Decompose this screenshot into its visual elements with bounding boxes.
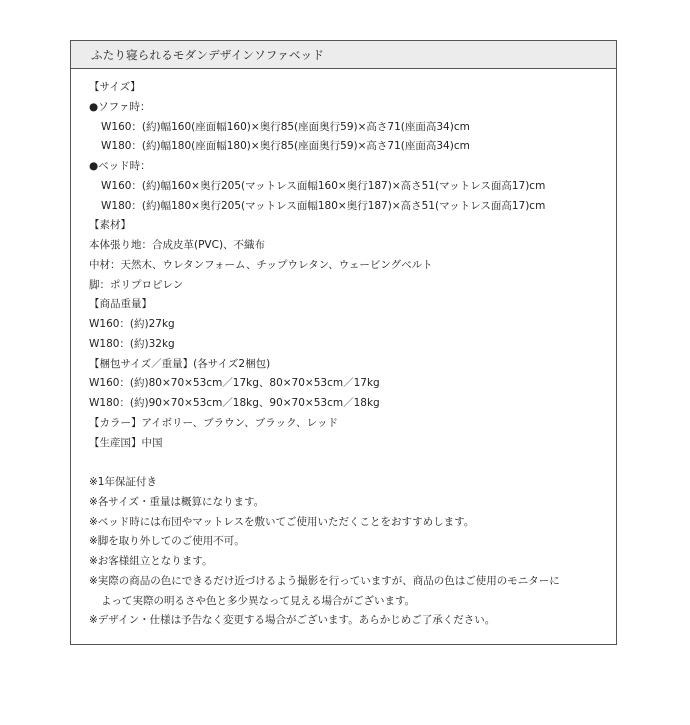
spec-line: ※各サイズ・重量は概算になります。 xyxy=(89,495,265,508)
spec-line: ※実際の商品の色にできるだけ近づけるよう撮影を行っていますが、商品の色はご使用のモニターに xyxy=(89,574,560,587)
spec-line: W160：(約)80×70×53cm／17kg、80×70×53cm／17kg xyxy=(89,377,380,390)
spec-line: W180：(約)90×70×53cm／18kg、90×70×53cm／18kg xyxy=(89,397,380,409)
spec-line: W160：(約)幅160(座面幅160)×奥行85(座面奥行59)×高さ71(座面高34)cm xyxy=(101,120,470,133)
spec-line: 【素材】 xyxy=(89,219,131,232)
spec-line: 本体張り地：合成皮革(PVC)、不織布 xyxy=(89,239,266,251)
spec-line: ※ベッド時には布団やマットレスを敷いてご使用いただくことをおすすめします。 xyxy=(89,515,475,528)
spec-line: W160：(約)27kg xyxy=(89,318,175,330)
spec-line: 中材：天然木、ウレタンフォーム、チップウレタン、ウェービングベルト xyxy=(89,258,433,271)
spec-line: 【商品重量】 xyxy=(89,298,152,311)
spec-line: 脚：ポリプロピレン xyxy=(89,278,184,291)
spec-line: よって実際の明るさや色と多少異なって見える場合がございます。 xyxy=(101,594,416,607)
spec-line: ※デザイン・仕様は予告なく変更する場合がございます。あらかじめご了承ください。 xyxy=(89,614,496,627)
spec-line: ※お客様組立となります。 xyxy=(89,555,213,567)
spec-line: 【生産国】中国 xyxy=(89,436,163,449)
spec-title: ふたり寝られるモダンデザインソファベッド xyxy=(71,41,616,69)
spec-line: W180：(約)幅180×奥行205(マットレス面幅180×奥行187)×高さ51(マットレス面高17)cm xyxy=(101,199,546,212)
spec-line: 【サイズ】 xyxy=(89,81,141,93)
spec-line: W180：(約)32kg xyxy=(89,337,175,350)
spec-line: W180：(約)幅180(座面幅180)×奥行85(座面奥行59)×高さ71(座面高34)cm xyxy=(101,140,470,153)
spec-line: ※1年保証付き xyxy=(89,476,157,488)
spec-line: ※脚を取り外してのご使用不可。 xyxy=(89,535,245,548)
spec-table xyxy=(70,40,617,645)
spec-line: ●ソファ時： xyxy=(89,100,151,113)
spec-line: W160：(約)幅160×奥行205(マットレス面幅160×奥行187)×高さ51(マットレス面高17)cm xyxy=(101,179,546,192)
spec-line: 【梱包サイズ／重量】(各サイズ2梱包) xyxy=(89,357,271,370)
spacer-line xyxy=(89,453,616,473)
spec-line: 【カラー】アイボリー、ブラウン、ブラック、レッド xyxy=(89,416,339,429)
spec-body xyxy=(71,69,616,631)
spec-line: ●ベッド時： xyxy=(89,160,151,172)
